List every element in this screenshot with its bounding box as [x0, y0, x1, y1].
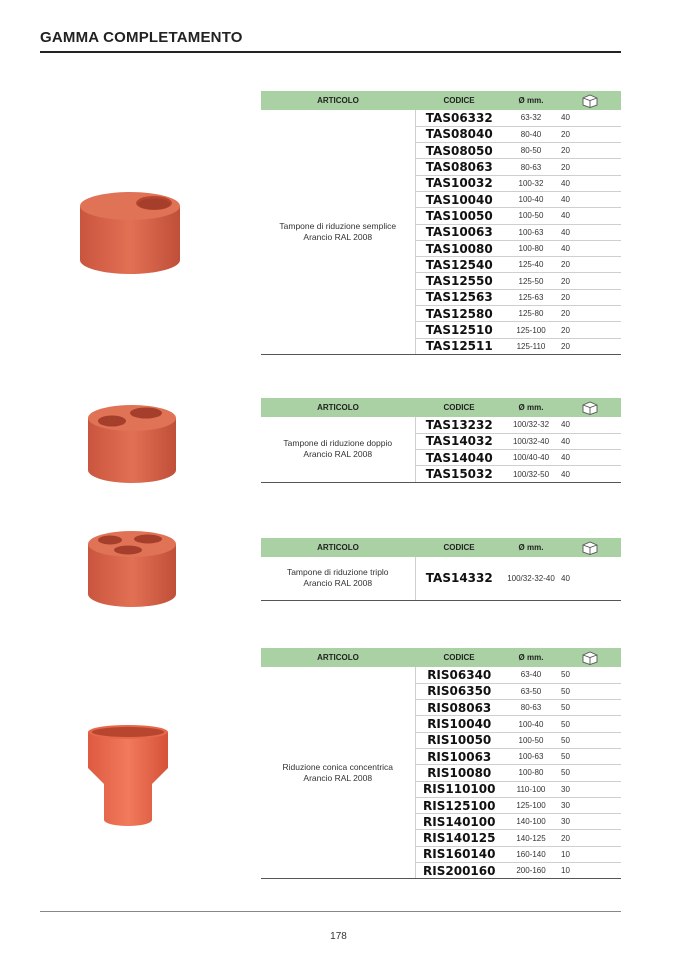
- diameter-value: 100-63: [503, 224, 559, 240]
- quantity-value: 30: [559, 797, 621, 813]
- quantity-value: 50: [559, 748, 621, 764]
- product-code: RIS06340: [415, 667, 503, 683]
- product-code: RIS10080: [415, 765, 503, 781]
- diameter-value: 100-32: [503, 175, 559, 191]
- quantity-value: 40: [559, 240, 621, 256]
- product-code: TAS10080: [415, 240, 503, 256]
- product-code: RIS160140: [415, 846, 503, 862]
- quantity-value: 20: [559, 159, 621, 175]
- diameter-value: 100/32-32-40: [503, 557, 559, 600]
- header-quantity: [559, 398, 621, 417]
- product-code: TAS06332: [415, 110, 503, 126]
- diameter-value: 100-63: [503, 748, 559, 764]
- table-row: [261, 667, 621, 683]
- article-description: [261, 417, 415, 482]
- article-color: Arancio RAL 2008: [303, 578, 373, 589]
- quantity-value: 40: [559, 450, 621, 466]
- diameter-value: 125-40: [503, 257, 559, 273]
- article-color: Arancio RAL 2008: [303, 772, 373, 783]
- header-quantity: [559, 538, 621, 557]
- footer-divider: [40, 911, 621, 912]
- quantity-value: 50: [559, 732, 621, 748]
- header-codice: CODICE: [415, 91, 503, 110]
- diameter-value: 63-50: [503, 683, 559, 699]
- diameter-value: 100-40: [503, 716, 559, 732]
- diameter-value: 80-40: [503, 126, 559, 142]
- product-code: RIS10040: [415, 716, 503, 732]
- article-color: Arancio RAL 2008: [303, 231, 373, 242]
- table-row: [261, 557, 621, 600]
- product-code: RIS140100: [415, 814, 503, 830]
- quantity-value: 50: [559, 700, 621, 716]
- product-code: TAS14032: [415, 433, 503, 449]
- diameter-value: 80-63: [503, 159, 559, 175]
- diameter-value: 140-100: [503, 814, 559, 830]
- header-articolo: ARTICOLO: [261, 91, 415, 110]
- product-code: TAS15032: [415, 466, 503, 482]
- product-table-single: [261, 91, 621, 355]
- product-code: TAS08050: [415, 143, 503, 159]
- quantity-value: 40: [559, 191, 621, 207]
- article-description: [261, 110, 415, 354]
- diameter-value: 125-110: [503, 338, 559, 354]
- quantity-value: 20: [559, 306, 621, 322]
- quantity-value: 40: [559, 208, 621, 224]
- product-code: RIS08063: [415, 700, 503, 716]
- quantity-value: 20: [559, 126, 621, 142]
- header-codice: CODICE: [415, 648, 503, 667]
- diameter-value: 100/32-40: [503, 433, 559, 449]
- box-icon: [581, 94, 599, 108]
- product-code: RIS06350: [415, 683, 503, 699]
- header-articolo: ARTICOLO: [261, 648, 415, 667]
- diameter-value: 80-50: [503, 143, 559, 159]
- table-row: [261, 417, 621, 433]
- product-code: TAS13232: [415, 417, 503, 433]
- product-table-double: [261, 398, 621, 483]
- product-code: TAS10032: [415, 175, 503, 191]
- quantity-value: 40: [559, 466, 621, 482]
- triple-hole-reducing-cap-image: [86, 528, 178, 610]
- header-codice: CODICE: [415, 538, 503, 557]
- product-code: RIS200160: [415, 863, 503, 879]
- title-divider: [40, 51, 621, 53]
- diameter-value: 140-125: [503, 830, 559, 846]
- article-name: Tampone di riduzione semplice: [279, 220, 397, 231]
- diameter-value: 100/32-32: [503, 417, 559, 433]
- diameter-value: 100-80: [503, 240, 559, 256]
- diameter-value: 110-100: [503, 781, 559, 797]
- single-hole-reducing-cap-image: [78, 190, 182, 276]
- product-code: TAS14332: [415, 557, 503, 600]
- quantity-value: 50: [559, 667, 621, 683]
- header-diametro: Ø mm.: [503, 538, 559, 557]
- diameter-value: 125-100: [503, 322, 559, 338]
- concentric-reducer-image: [84, 724, 172, 828]
- product-code: TAS14040: [415, 450, 503, 466]
- header-articolo: ARTICOLO: [261, 398, 415, 417]
- article-name: Tampone di riduzione doppio: [283, 438, 393, 449]
- quantity-value: 40: [559, 224, 621, 240]
- quantity-value: 30: [559, 814, 621, 830]
- product-code: TAS08040: [415, 126, 503, 142]
- box-icon: [581, 541, 599, 555]
- diameter-value: 80-63: [503, 700, 559, 716]
- quantity-value: 20: [559, 338, 621, 354]
- quantity-value: 40: [559, 417, 621, 433]
- diameter-value: 125-100: [503, 797, 559, 813]
- double-hole-reducing-cap-image: [86, 402, 178, 486]
- page-number: 178: [330, 931, 347, 942]
- product-code: TAS12510: [415, 322, 503, 338]
- table-row: [261, 110, 621, 126]
- header-quantity: [559, 91, 621, 110]
- article-name: Tampone di riduzione triplo: [286, 567, 389, 578]
- product-code: RIS110100: [415, 781, 503, 797]
- quantity-value: 40: [559, 110, 621, 126]
- diameter-value: 200-160: [503, 863, 559, 879]
- product-code: RIS10063: [415, 748, 503, 764]
- article-description: [261, 667, 415, 879]
- diameter-value: 125-50: [503, 273, 559, 289]
- quantity-value: 50: [559, 716, 621, 732]
- product-table-reducer: [261, 648, 621, 879]
- product-code: RIS140125: [415, 830, 503, 846]
- diameter-value: 100-50: [503, 208, 559, 224]
- product-code: TAS10040: [415, 191, 503, 207]
- diameter-value: 63-32: [503, 110, 559, 126]
- product-code: TAS08063: [415, 159, 503, 175]
- product-code: TAS12550: [415, 273, 503, 289]
- diameter-value: 100-40: [503, 191, 559, 207]
- article-color: Arancio RAL 2008: [303, 449, 373, 460]
- diameter-value: 100/32-50: [503, 466, 559, 482]
- quantity-value: 20: [559, 143, 621, 159]
- product-code: TAS12580: [415, 306, 503, 322]
- product-code: TAS10050: [415, 208, 503, 224]
- product-code: RIS125100: [415, 797, 503, 813]
- box-icon: [581, 651, 599, 665]
- header-diametro: Ø mm.: [503, 398, 559, 417]
- quantity-value: 50: [559, 683, 621, 699]
- header-quantity: [559, 648, 621, 667]
- diameter-value: 63-40: [503, 667, 559, 683]
- quantity-value: 40: [559, 557, 621, 600]
- product-code: TAS12511: [415, 338, 503, 354]
- product-table-triple: [261, 538, 621, 601]
- header-articolo: ARTICOLO: [261, 538, 415, 557]
- quantity-value: 20: [559, 289, 621, 305]
- diameter-value: 125-63: [503, 289, 559, 305]
- quantity-value: 20: [559, 257, 621, 273]
- quantity-value: 20: [559, 830, 621, 846]
- product-code: RIS10050: [415, 732, 503, 748]
- header-diametro: Ø mm.: [503, 648, 559, 667]
- page-title: GAMMA COMPLETAMENTO: [40, 29, 243, 46]
- quantity-value: 10: [559, 863, 621, 879]
- quantity-value: 40: [559, 433, 621, 449]
- diameter-value: 100-80: [503, 765, 559, 781]
- header-codice: CODICE: [415, 398, 503, 417]
- header-diametro: Ø mm.: [503, 91, 559, 110]
- article-description: [261, 557, 415, 600]
- diameter-value: 100-50: [503, 732, 559, 748]
- quantity-value: 50: [559, 765, 621, 781]
- product-code: TAS12540: [415, 257, 503, 273]
- quantity-value: 20: [559, 273, 621, 289]
- quantity-value: 10: [559, 846, 621, 862]
- product-code: TAS12563: [415, 289, 503, 305]
- article-name: Riduzione conica concentrica: [282, 761, 394, 772]
- product-code: TAS10063: [415, 224, 503, 240]
- box-icon: [581, 401, 599, 415]
- diameter-value: 160-140: [503, 846, 559, 862]
- diameter-value: 125-80: [503, 306, 559, 322]
- quantity-value: 30: [559, 781, 621, 797]
- quantity-value: 40: [559, 175, 621, 191]
- quantity-value: 20: [559, 322, 621, 338]
- diameter-value: 100/40-40: [503, 450, 559, 466]
